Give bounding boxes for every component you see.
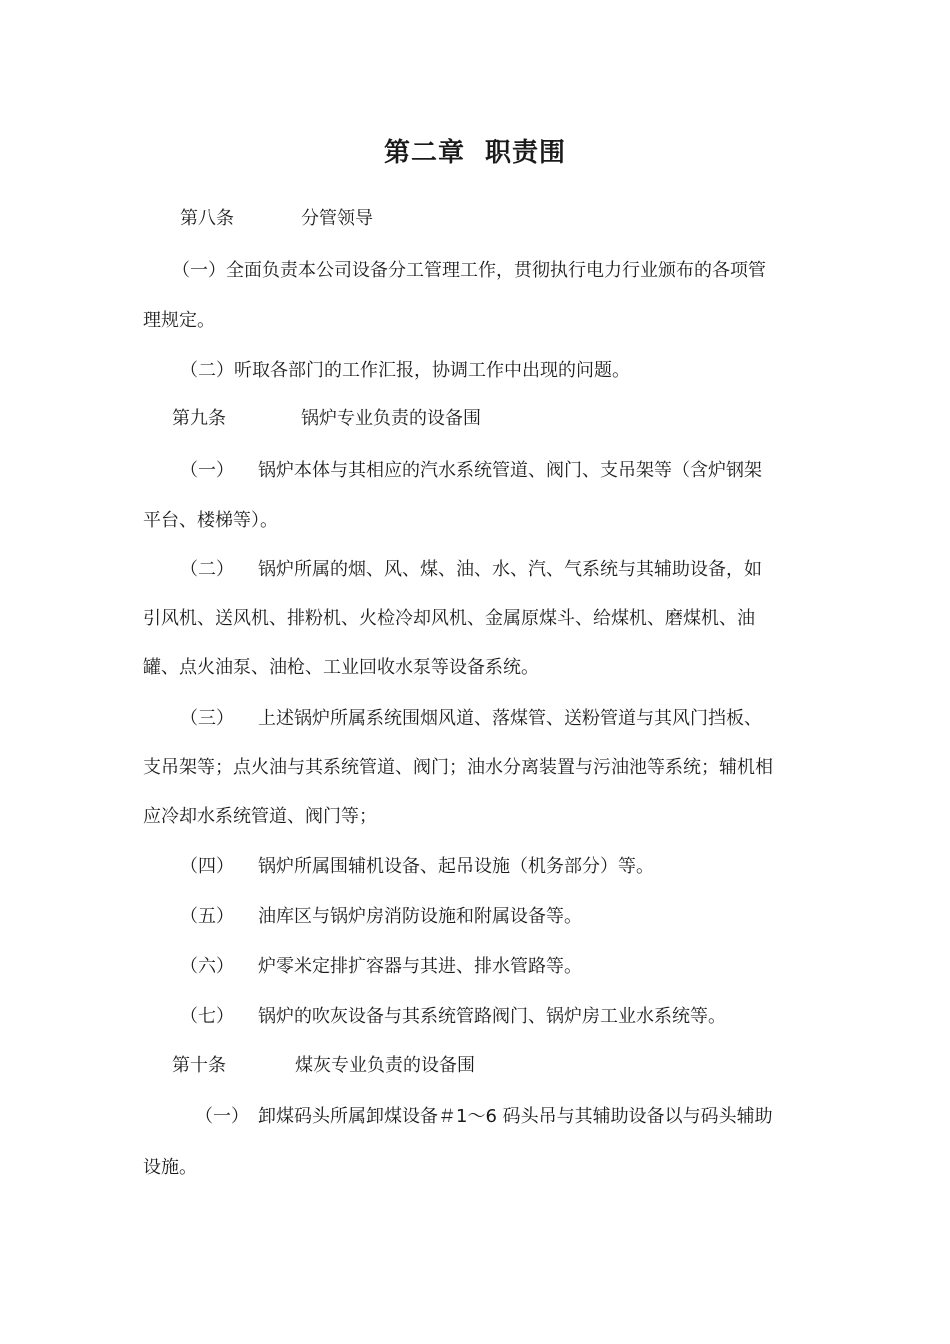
article-8-heading: 分管领导 bbox=[301, 208, 373, 229]
article-8-item-1-text: 全面负责本公司设备分工管理工作，贯彻执行电力行业颁布的各项管 bbox=[226, 260, 766, 281]
article-10-item-1-text: 卸煤码头所属卸煤设备＃1～6 码头吊与其辅助设备以与码头辅助 bbox=[258, 1106, 773, 1127]
article-9-item-2-text: 锅炉所属的烟、风、煤、油、水、汽、气系统与其辅助设备，如 bbox=[258, 559, 762, 580]
article-9-item-5-text: 油库区与锅炉房消防设施和附属设备等。 bbox=[258, 906, 582, 927]
article-9-item-1-marker: （一） bbox=[180, 460, 234, 481]
article-9-item-3-line-2: 支吊架等；点火油与其系统管道、阀门；油水分离装置与污油池等系统；辅机相 bbox=[143, 757, 773, 778]
article-9-item-1-line-2: 平台、楼梯等）。 bbox=[143, 510, 278, 531]
article-8-item-2-text: 听取各部门的工作汇报，协调工作中出现的问题。 bbox=[234, 360, 630, 381]
article-9-item-4 bbox=[180, 854, 820, 880]
article-9-item-6-text: 炉零米定排扩容器与其进、排水管路等。 bbox=[258, 956, 582, 977]
article-9-item-4-marker: （四） bbox=[180, 856, 234, 877]
article-9-item-3-text: 上述锅炉所属系统围烟风道、落煤管、送粉管道与其风门挡板、 bbox=[258, 708, 762, 729]
article-9-item-7 bbox=[180, 1004, 820, 1030]
article-10-header bbox=[172, 1053, 812, 1079]
article-9-item-4-text: 锅炉所属围辅机设备、起吊设施（机务部分）等。 bbox=[258, 856, 654, 877]
article-8-header bbox=[180, 206, 820, 232]
article-9-item-1-text: 锅炉本体与其相应的汽水系统管道、阀门、支吊架等（含炉钢架 bbox=[258, 460, 762, 481]
article-9-item-3-marker: （三） bbox=[180, 708, 234, 729]
article-9-item-2-marker: （二） bbox=[180, 559, 234, 580]
article-8-item-2 bbox=[180, 358, 820, 384]
article-8-item-1-line-2: 理规定。 bbox=[143, 310, 215, 331]
article-8-item-2-marker: （二） bbox=[180, 360, 234, 381]
article-9-item-6-marker: （六） bbox=[180, 956, 234, 977]
article-9-item-1-line-1 bbox=[180, 458, 820, 484]
article-9-item-7-text: 锅炉的吹灰设备与其系统管路阀门、锅炉房工业水系统等。 bbox=[258, 1006, 726, 1027]
article-9-item-2-line-1 bbox=[180, 557, 820, 583]
article-10-item-1-marker: （一） bbox=[195, 1106, 249, 1127]
article-9-item-5-marker: （五） bbox=[180, 906, 234, 927]
article-9-item-3-line-3: 应冷却水系统管道、阀门等； bbox=[143, 806, 377, 827]
article-9-item-2-line-3: 罐、点火油泵、油枪、工业回收水泵等设备系统。 bbox=[143, 657, 539, 678]
article-9-item-5 bbox=[180, 904, 820, 930]
article-9-heading: 锅炉专业负责的设备围 bbox=[301, 408, 481, 429]
chapter-title: 第二章 职责围 bbox=[383, 138, 567, 168]
article-9-item-2-line-2: 引风机、送风机、排粉机、火检冷却风机、金属原煤斗、给煤机、磨煤机、油 bbox=[143, 608, 755, 629]
article-8-item-1-marker: （一） bbox=[172, 260, 226, 281]
article-10-heading: 煤灰专业负责的设备围 bbox=[295, 1055, 475, 1076]
article-9-item-3-line-1 bbox=[180, 706, 820, 732]
article-10-item-1-line-2: 设施。 bbox=[143, 1157, 197, 1178]
article-9-header bbox=[172, 406, 812, 432]
article-9-item-6 bbox=[180, 954, 820, 980]
article-10-item-1-line-1 bbox=[195, 1104, 835, 1130]
article-9-label: 第九条 bbox=[172, 408, 226, 429]
article-8-item-1-line-1 bbox=[172, 258, 812, 284]
article-8-label: 第八条 bbox=[180, 208, 234, 229]
article-9-item-7-marker: （七） bbox=[180, 1006, 234, 1027]
article-10-label: 第十条 bbox=[172, 1055, 226, 1076]
